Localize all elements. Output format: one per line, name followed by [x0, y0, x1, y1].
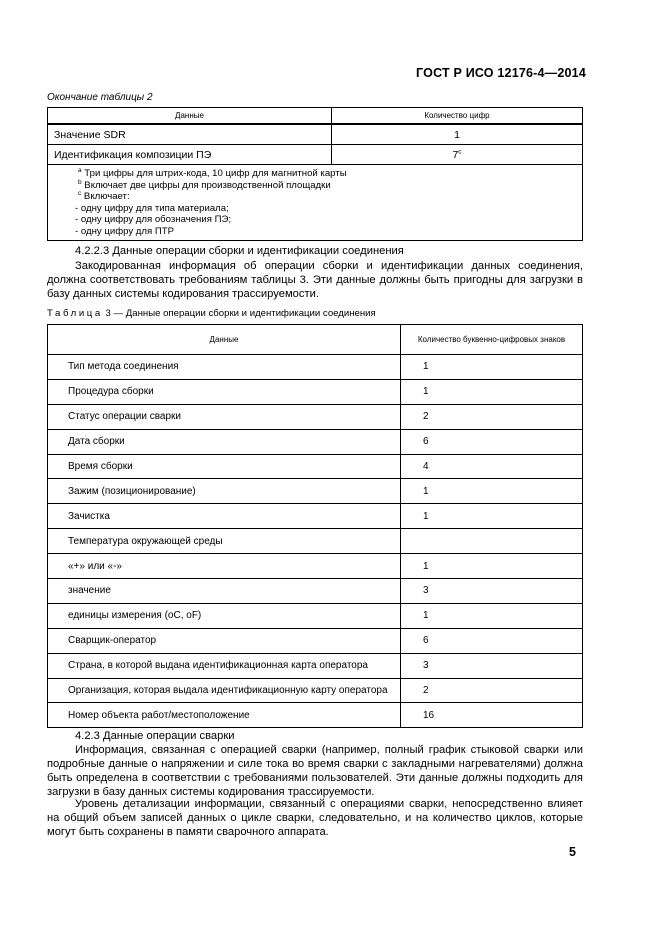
table3-cell-label: Организация, которая выдала идентификационную карту оператора [48, 678, 401, 703]
footnote-marker: b [78, 178, 82, 186]
table3-header-row [48, 325, 583, 355]
table-row [48, 529, 583, 554]
section-4223-heading: 4.2.2.3 Данные операции сборки и идентификации соединения [75, 245, 404, 257]
table3-cell-value: 1 [401, 379, 583, 404]
table2-continuation-title: Окончание таблицы 2 [47, 92, 153, 103]
table2-notes [48, 165, 583, 241]
section-423-paragraph-1: Информация, связанная с операцией сварки (например, полный график стыковой сварки или подробные данные о напряжении и силе тока во время сварки с закладными нагревателями) должна быть определена в соответствии с требованиями пользователей. Эти данные должны подходить для загрузки в базу данных системы кодирования трассируемости. [47, 744, 583, 798]
table-row [48, 603, 583, 628]
footnote-marker: a [78, 166, 82, 174]
note-line [75, 203, 582, 215]
table3-cell-value: 1 [401, 554, 583, 579]
table2-notes-row [48, 165, 583, 241]
table3-cell-label: «+» или «-» [48, 554, 401, 579]
table-row [48, 479, 583, 504]
table3-cell-value: 6 [401, 628, 583, 653]
table-row [48, 504, 583, 529]
section-423-paragraph-2: Уровень детализации информации, связанный с операциями сварки, непосредственно влияет на общий объем записей данных о цикле сварки, следовательно, и на количество циклов, которые могут быть сохранены в памяти сварочного аппарата. [47, 798, 583, 838]
note-line [78, 191, 582, 203]
table3-cell-label: Температура окружающей среды [48, 529, 401, 554]
note-line [75, 214, 582, 226]
table3-cell-value: 2 [401, 404, 583, 429]
table3-cell-value: 1 [401, 479, 583, 504]
note-text: Включает: [83, 191, 130, 202]
table3-cell-label: Зачистка [48, 504, 401, 529]
table3-cell-value: 3 [401, 579, 583, 604]
table-2 [47, 107, 583, 241]
table3-cell-label: Дата сборки [48, 429, 401, 454]
table3-cell-value: 6 [401, 429, 583, 454]
table-row [48, 379, 583, 404]
table-row [48, 454, 583, 479]
table3-cell-label: Время сборки [48, 454, 401, 479]
table-row [48, 579, 583, 604]
table2-col-data: Данные [48, 108, 332, 125]
table2-value-text: 7 [452, 148, 459, 161]
table3-cell-label: Зажим (позиционирование) [48, 479, 401, 504]
table2-cell-label: Значение SDR [48, 124, 332, 145]
table2-cell-value [332, 145, 583, 165]
table3-cell-value: 1 [401, 504, 583, 529]
note-line [78, 180, 582, 192]
table3-cell-value: 1 [401, 355, 583, 380]
table3-cell-label: Статус операции сварки [48, 404, 401, 429]
table-row [48, 653, 583, 678]
table-row [48, 145, 583, 165]
table-row [48, 554, 583, 579]
table-row [48, 355, 583, 380]
table3-cell-value: 2 [401, 678, 583, 703]
table-row [48, 124, 583, 145]
table3-cell-label: единицы измерения (oC, oF) [48, 603, 401, 628]
note-text: Включает две цифры для производственной площадки [84, 179, 331, 191]
footnote-marker: c [458, 148, 462, 155]
table3-cell-value: 3 [401, 653, 583, 678]
table3-cell-value: 4 [401, 454, 583, 479]
table-row [48, 429, 583, 454]
table2-cell-value [332, 124, 583, 145]
table3-caption-text: 3 — Данные операции сборки и идентификации соединения [105, 308, 376, 319]
table-row [48, 703, 583, 728]
table-3 [47, 324, 583, 728]
table2-value-text: 1 [454, 128, 460, 141]
note-text: - одну цифру для ПТР [75, 225, 174, 237]
note-text: Три цифры для штрих-кода, 10 цифр для магнитной карты [84, 168, 347, 179]
table3-cell-label: Сварщик-оператор [48, 628, 401, 653]
table3-col-data: Данные [48, 325, 401, 355]
note-text: - одну цифру для обозначения ПЭ; [75, 214, 232, 225]
table-row [48, 628, 583, 653]
table3-caption [47, 308, 376, 319]
table3-caption-prefix: Таблица [47, 308, 103, 319]
section-423-heading: 4.2.3 Данные операции сварки [75, 730, 235, 742]
table3-cell-label: Страна, в которой выдана идентификационная карта оператора [48, 653, 401, 678]
note-text: - одну цифру для типа материала; [75, 202, 229, 214]
note-line [78, 168, 582, 180]
table3-cell-value: 1 [401, 603, 583, 628]
table2-header-row [48, 108, 583, 125]
table2-cell-label: Идентификация композиции ПЭ [48, 145, 332, 165]
table3-cell-value [401, 529, 583, 554]
table-row [48, 678, 583, 703]
page-number: 5 [569, 845, 576, 859]
footnote-marker: c [78, 189, 82, 197]
table3-col-count: Количество буквенно-цифровых знаков [401, 325, 583, 355]
table3-cell-value: 16 [401, 703, 583, 728]
table3-cell-label: Номер объекта работ/местоположение [48, 703, 401, 728]
table2-col-digits: Количество цифр [332, 108, 583, 125]
table3-cell-label: значение [48, 579, 401, 604]
section-4223-text: Закодированная информация об операции сборки и идентификации данных соединения, должна соответствовать требованиям таблицы 3. Эти данные должны быть пригодны для загрузки в базу данных системы кодирования трассируемости. [47, 260, 583, 300]
table3-cell-label: Тип метода соединения [48, 355, 401, 380]
note-line [75, 226, 582, 238]
standard-number: ГОСТ Р ИСО 12176-4—2014 [416, 66, 586, 80]
table3-cell-label: Процедура сборки [48, 379, 401, 404]
table-row [48, 404, 583, 429]
